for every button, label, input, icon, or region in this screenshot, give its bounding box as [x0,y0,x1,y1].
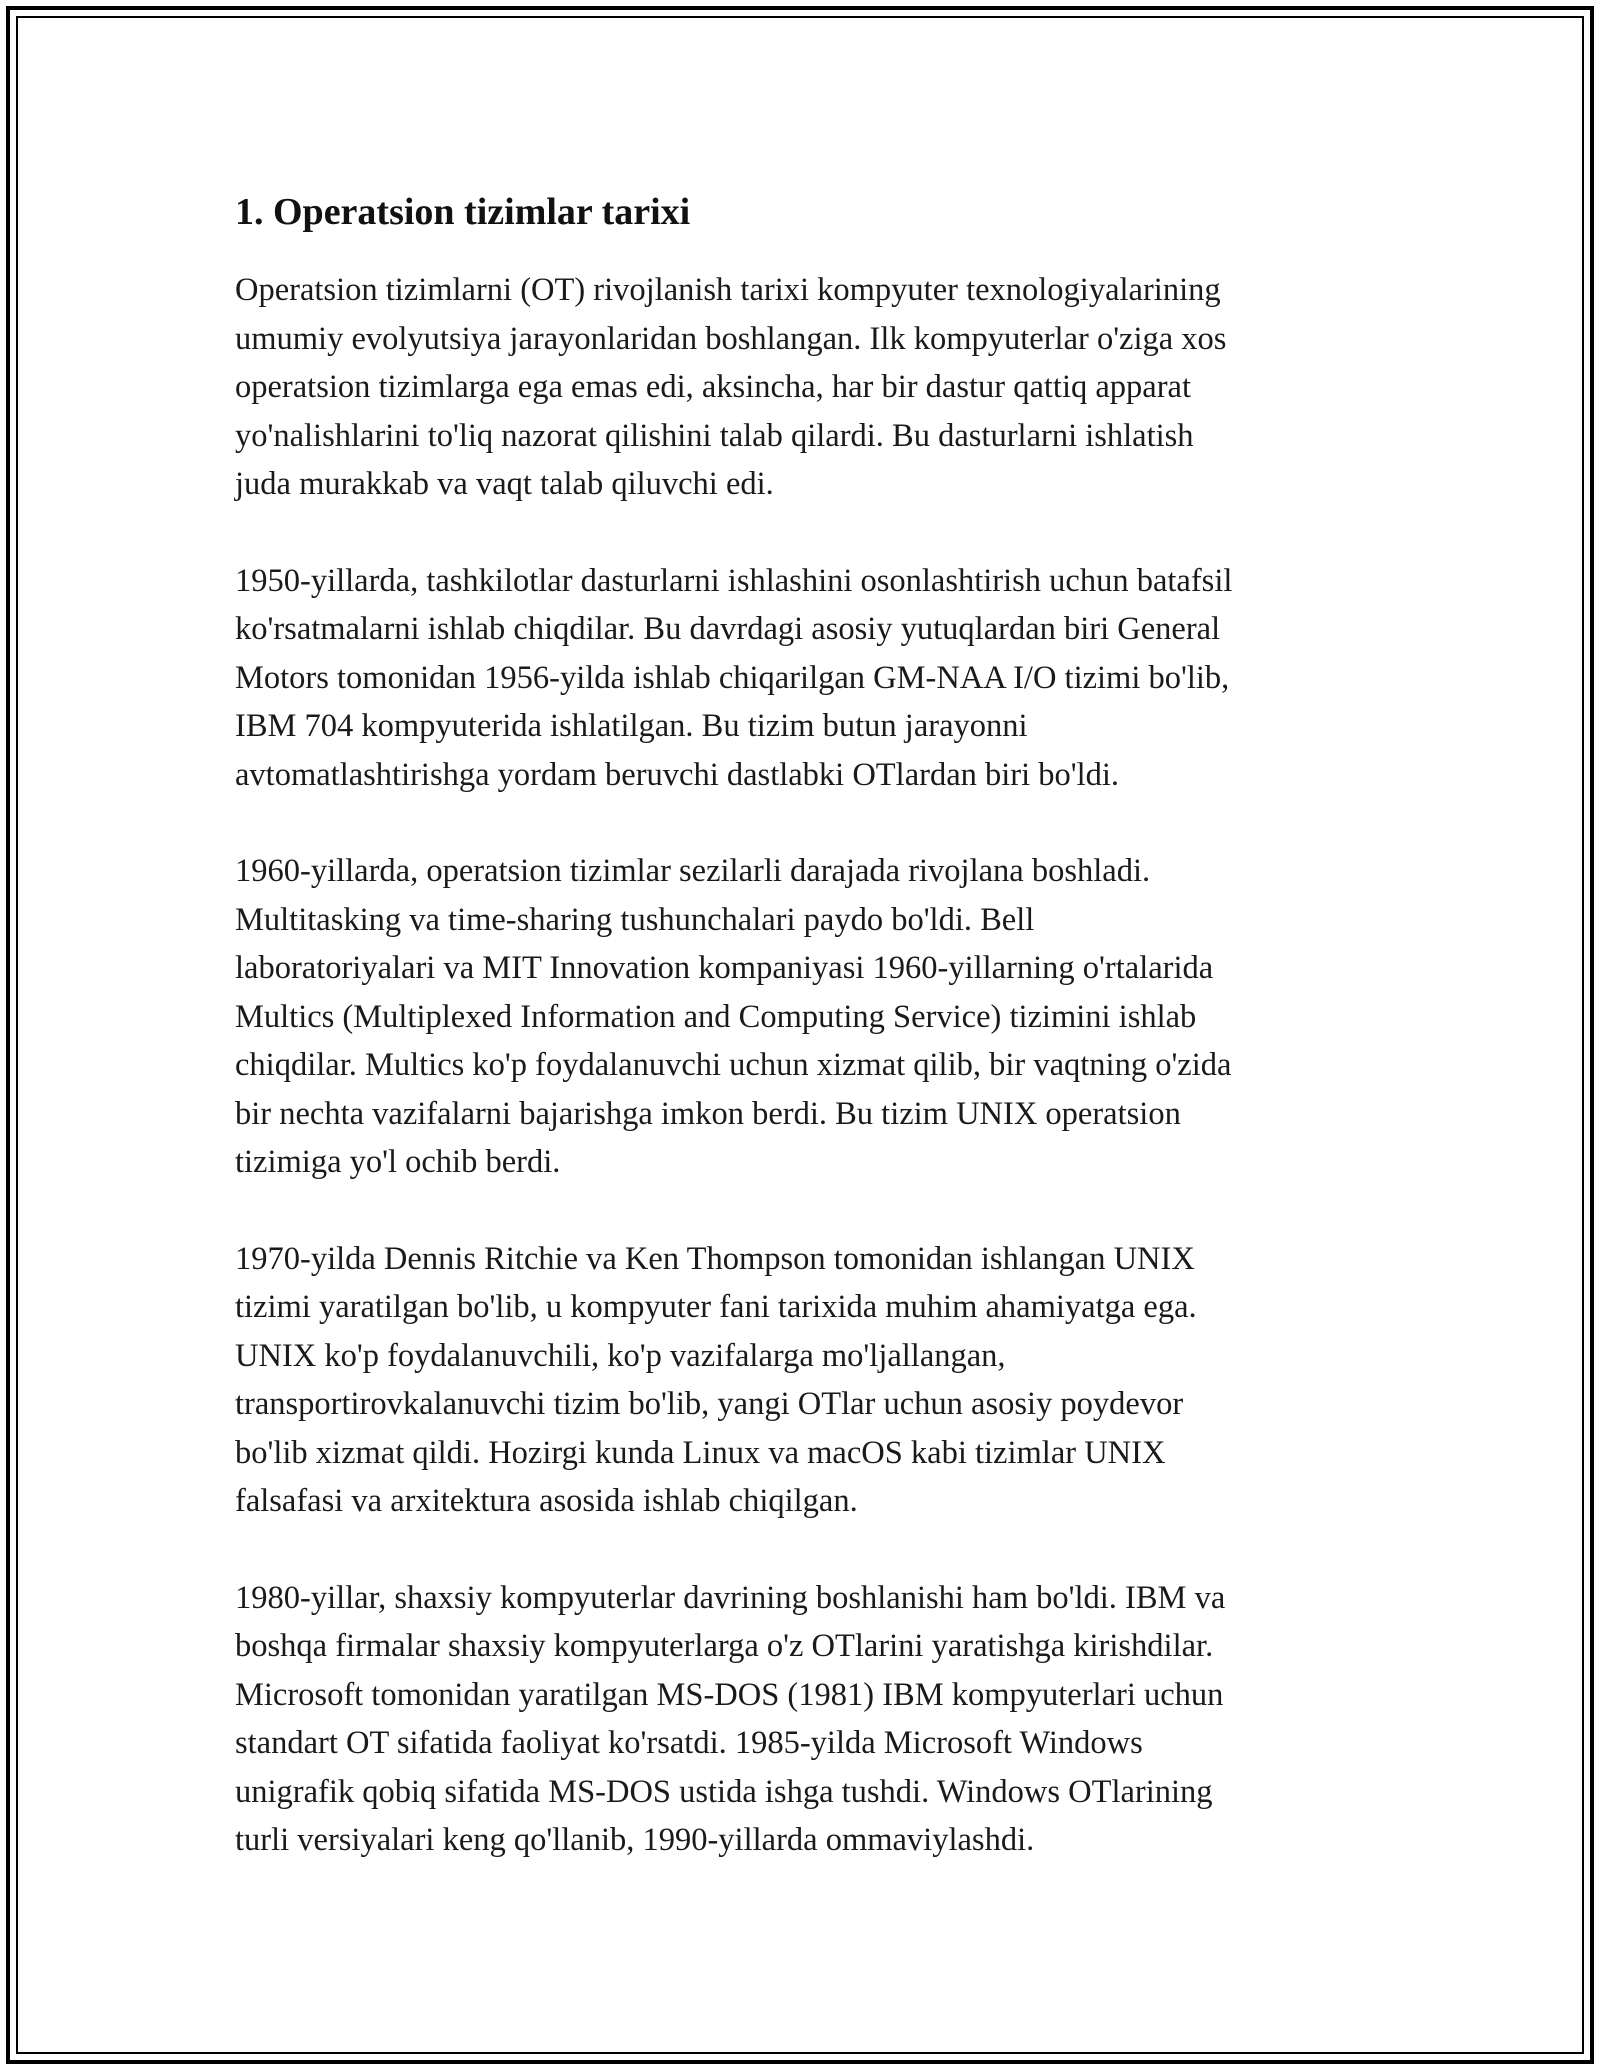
section-heading: 1. Operatsion tizimlar tarixi [235,191,691,233]
paragraph-1950s: 1950-yillarda, tashkilotlar dasturlarni ishlashini osonlashtirish uchun batafsil ko'rsatmalarni ishlab chiqdilar. Bu davrdagi asosiy yutuqlardan biri General Motors tomonidan 1956-yilda ishlab chiqarilgan GM-NAA I/O tizimi bo'lib, IBM 704 kompyuterida ishlatilgan. Bu tizim butun jarayonni avtomatlashtirishga yordam beruvchi dastlabki OTlardan biri bo'ldi. [235,562,1233,793]
paragraph-1970s: 1970-yilda Dennis Ritchie va Ken Thompson tomonidan ishlangan UNIX tizimi yaratilgan bo'lib, u kompyuter fani tarixida muhim ahamiyatga ega. UNIX ko'p foydalanuvchili, ko'p vazifalarga mo'ljallangan, transportirovkalanuvchi tizim bo'lib, yangi OTlar uchun asosiy poydevor bo'lib xizmat qildi. Hozirgi kunda Linux va macOS kabi tizimlar UNIX falsafasi va arxitektura asosida ishlab chiqilgan. [235,1240,1197,1519]
paragraph-intro: Operatsion tizimlarni (OT) rivojlanish tarixi kompyuter texnologiyalarining umumiy evolyutsiya jarayonlaridan boshlangan. Ilk kompyuterlar o'ziga xos operatsion tizimlarga ega emas edi, aksincha, har bir dastur qattiq apparat yo'nalishlarini to'liq nazorat qilishini talab qilardi. Bu dasturlarni ishlatish juda murakkab va vaqt talab qiluvchi edi. [235,272,1227,502]
paragraph-1980s: 1980-yillar, shaxsiy kompyuterlar davrining boshlanishi ham bo'ldi. IBM va boshqa firmalar shaxsiy kompyuterlarga o'z OTlarini yaratishga kirishdilar. Microsoft tomonidan yaratilgan MS-DOS (1981) IBM kompyuterlari uchun standart OT sifatida faoliyat ko'rsatdi. 1985-yilda Microsoft Windows unigrafik qobiq sifatida MS-DOS ustida ishga tushdi. Windows OTlarining turli versiyalari keng qo'llanib, 1990-yillarda ommaviylashdi. [235,1579,1226,1858]
document-body [235,182,1375,1913]
paragraph-1960s: 1960-yillarda, operatsion tizimlar sezilarli darajada rivojlana boshladi. Multitasking va time-sharing tushunchalari paydo bo'ldi. Bell laboratoriyalari va MIT Innovation kompaniyasi 1960-yillarning o'rtalarida Multics (Multiplexed Information and Computing Service) tizimini ishlab chiqdilar. Multics ko'p foydalanuvchi uchun xizmat qilib, bir vaqtning o'zida bir nechta vazifalarni bajarishga imkon berdi. Bu tizim UNIX operatsion tizimiga yo'l ochib berdi. [235,853,1232,1180]
